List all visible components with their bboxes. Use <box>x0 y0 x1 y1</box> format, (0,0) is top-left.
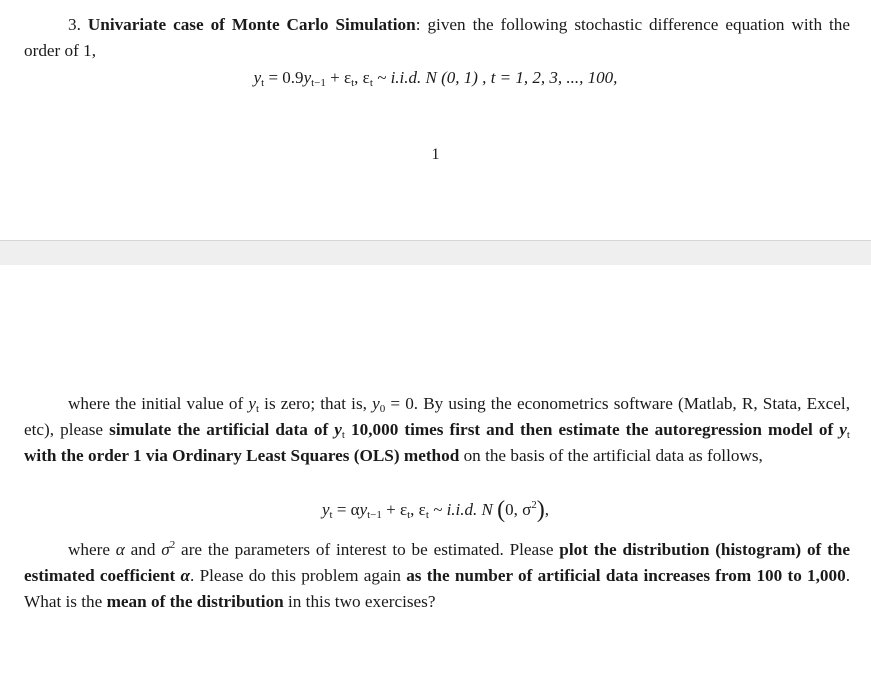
estimation-question-paragraph: where α and $\sigma^2$ are the parameters of interest to be estimated. Please plot the distribution (histogram) of the estimated coefficient α. Please do this problem again as the number of artificial data increases from 100 to 1,000. What is the mean of the distribution in this two exercises? <box>24 539 851 611</box>
equation-ar1-estimation-model: $y_t = \alpha y_{t-1} + \varepsilon_t$, $\varepsilon_t$ ~ i.i.d. N (0, $\sigma^2$), <box>321 497 550 523</box>
problem-title: Univariate case of Monte Carlo Simulation <box>87 15 416 34</box>
document-page-top <box>0 0 871 240</box>
document-page-bottom <box>0 265 871 686</box>
page-number: 1 <box>431 146 440 163</box>
problem-intro-paragraph <box>24 12 850 64</box>
problem-number: 3. <box>68 15 81 34</box>
simulation-instructions-paragraph: where the initial value of $y_t$ is zero; that is, $y_0 = 0$. By using the econometrics software (Matlab, R, Stata, Excel, etc), please simulate the artificial data of $y_t$ 10,000 times first and then estimate the autoregression model of $y_t$ with the order 1 via Ordinary Least Squares (OLS) method on the basis of the artificial data as follows, <box>24 394 850 465</box>
page-separator <box>0 240 871 266</box>
equation-ar1-process: $y_t = 0.9y_{t-1} + \varepsilon_t$, $\varepsilon_t$ ~ i.i.d. N (0, 1) , t = 1, 2, 3, ..., 100, <box>253 68 618 89</box>
problem-intro-text: : given the following stochastic difference equation with the order of 1, <box>24 15 850 60</box>
